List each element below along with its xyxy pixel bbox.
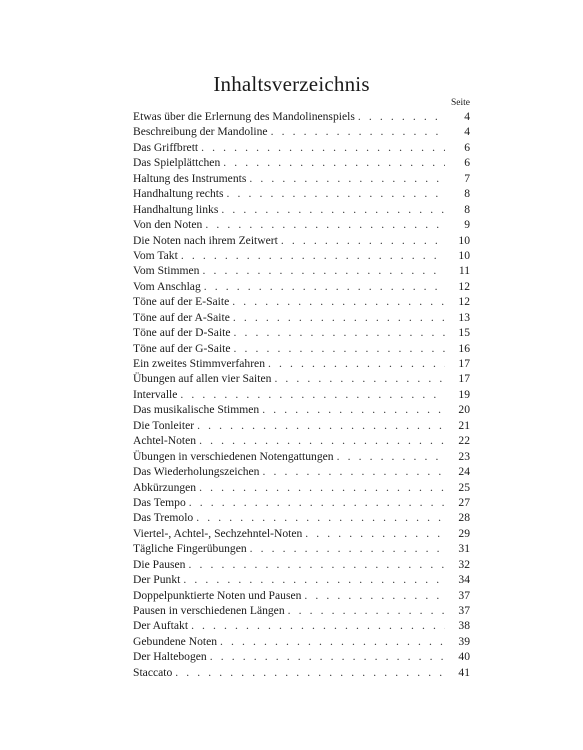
toc-entry-page-number: 24 bbox=[458, 465, 470, 479]
dot-leader bbox=[268, 357, 445, 370]
toc-entry-page-number: 4 bbox=[464, 125, 470, 139]
dot-leader bbox=[183, 573, 445, 586]
toc-entry bbox=[133, 450, 470, 465]
toc-entry-label: Die Tonleiter bbox=[133, 418, 195, 432]
page-title: Inhaltsverzeichnis bbox=[213, 72, 370, 96]
dot-leader bbox=[262, 403, 445, 416]
toc-entry bbox=[133, 249, 470, 264]
toc-entry bbox=[133, 388, 470, 403]
toc-entry-label: Töne auf der A-Saite bbox=[133, 310, 230, 324]
toc-entry-label: Das Griffbrett bbox=[133, 140, 199, 154]
toc-entry-page-number: 21 bbox=[458, 418, 470, 432]
toc-entry-label: Töne auf der E-Saite bbox=[133, 295, 230, 309]
toc-entry-page-number: 28 bbox=[458, 511, 470, 525]
toc-entry-label: Etwas über die Erlernung des Mandolinenspiels bbox=[133, 110, 355, 123]
toc-entry bbox=[133, 156, 470, 171]
toc-entry-label: Tägliche Fingerübungen bbox=[133, 542, 247, 556]
toc-entry bbox=[133, 141, 470, 156]
toc-entry-label: Das Tremolo bbox=[133, 511, 194, 525]
toc-entry bbox=[133, 558, 470, 573]
toc-entry-label: Intervalle bbox=[133, 387, 178, 401]
toc-entry-label: Die Pausen bbox=[133, 557, 186, 571]
toc-entry bbox=[133, 172, 470, 187]
toc-entry-label: Beschreibung der Mandoline bbox=[133, 125, 268, 139]
toc-entry bbox=[133, 403, 470, 418]
dot-leader bbox=[204, 280, 445, 293]
toc-entry-label: Das Wiederholungszeichen bbox=[133, 465, 260, 479]
toc-entry bbox=[133, 635, 470, 650]
toc-entry-page-number: 7 bbox=[464, 171, 470, 185]
dot-leader bbox=[199, 434, 445, 447]
toc-entry-label: Das Spielplättchen bbox=[133, 156, 221, 170]
toc-entry-label: Das Tempo bbox=[133, 495, 186, 509]
toc-entry bbox=[133, 264, 470, 279]
toc-entry bbox=[133, 650, 470, 665]
dot-leader bbox=[305, 527, 445, 540]
toc-entry-page-number: 17 bbox=[458, 357, 470, 370]
dot-leader bbox=[271, 125, 445, 138]
dot-leader bbox=[337, 450, 445, 463]
dot-leader bbox=[262, 465, 445, 478]
toc-entry-label: Der Auftakt bbox=[133, 619, 189, 633]
toc-entry bbox=[133, 481, 470, 496]
toc-entry bbox=[133, 280, 470, 295]
dot-leader bbox=[226, 187, 445, 200]
toc-entry-page-number: 8 bbox=[464, 187, 470, 201]
toc-entry-page-number: 37 bbox=[458, 604, 470, 617]
toc-entry-label: Ein zweites Stimmverfahren bbox=[133, 357, 265, 370]
toc-entry-label: Von den Noten bbox=[133, 218, 203, 232]
toc-entry-label: Vom Anschlag bbox=[133, 279, 201, 293]
toc-entry-page-number: 38 bbox=[458, 619, 470, 633]
toc-entry-label: Abkürzungen bbox=[133, 480, 197, 494]
toc-entry bbox=[133, 589, 470, 604]
toc-entry-page-number: 39 bbox=[458, 634, 470, 648]
toc-entry bbox=[133, 527, 470, 542]
toc-entry-page-number: 22 bbox=[458, 434, 470, 448]
toc-entry-label: Das musikalische Stimmen bbox=[133, 403, 260, 417]
dot-leader bbox=[175, 666, 445, 679]
dot-leader bbox=[234, 342, 445, 355]
toc-entry-label: Der Haltebogen bbox=[133, 650, 207, 664]
toc-entry-page-number: 27 bbox=[458, 495, 470, 509]
toc-entry-page-number: 41 bbox=[458, 665, 470, 679]
toc-entry bbox=[133, 604, 470, 619]
toc-entry bbox=[133, 666, 470, 681]
toc-entry bbox=[133, 234, 470, 249]
page-column-header: Seite bbox=[451, 98, 470, 108]
toc-entry-page-number: 16 bbox=[458, 341, 470, 355]
toc-entry-label: Gebundene Noten bbox=[133, 634, 218, 648]
toc-entry-page-number: 12 bbox=[458, 295, 470, 309]
toc-entry bbox=[133, 326, 470, 341]
toc-entry-page-number: 6 bbox=[464, 140, 470, 154]
toc-entry-page-number: 20 bbox=[458, 403, 470, 417]
toc-entry-label: Die Noten nach ihrem Zeitwert bbox=[133, 233, 278, 247]
toc-entry-label: Achtel-Noten bbox=[133, 434, 197, 448]
dot-leader bbox=[191, 619, 445, 632]
dot-leader bbox=[220, 635, 445, 648]
toc-entry-page-number: 19 bbox=[458, 387, 470, 401]
toc-entry-label: Doppelpunktierte Noten und Pausen bbox=[133, 588, 302, 602]
dot-leader bbox=[274, 372, 445, 385]
toc-entry-page-number: 4 bbox=[464, 110, 470, 123]
toc-entry-label: Übungen auf allen vier Saiten bbox=[133, 372, 272, 386]
toc-entry-label: Übungen in verschiedenen Notengattungen bbox=[133, 449, 334, 463]
toc-entry bbox=[133, 187, 470, 202]
toc-entry-page-number: 10 bbox=[458, 233, 470, 247]
toc-entry bbox=[133, 295, 470, 310]
dot-leader bbox=[189, 496, 445, 509]
toc-entry-label: Der Punkt bbox=[133, 573, 181, 587]
toc-entry-page-number: 25 bbox=[458, 480, 470, 494]
dot-leader bbox=[288, 604, 445, 617]
dot-leader bbox=[210, 650, 445, 663]
toc-entry bbox=[133, 218, 470, 233]
toc-entry-page-number: 13 bbox=[458, 310, 470, 324]
toc-entry bbox=[133, 511, 470, 526]
dot-leader bbox=[304, 589, 445, 602]
toc-entry-page-number: 8 bbox=[464, 202, 470, 216]
dot-leader bbox=[281, 234, 445, 247]
toc-entry-label: Haltung des Instruments bbox=[133, 171, 247, 185]
dot-leader bbox=[221, 203, 445, 216]
toc-entry bbox=[133, 434, 470, 449]
toc-entry-page-number: 17 bbox=[458, 372, 470, 386]
dot-leader bbox=[223, 156, 445, 169]
toc-entry bbox=[133, 110, 470, 125]
toc-entry-page-number: 6 bbox=[464, 156, 470, 170]
toc-entry-label: Vom Stimmen bbox=[133, 264, 200, 278]
toc-entry-page-number: 37 bbox=[458, 588, 470, 602]
toc-entry-label: Töne auf der D-Saite bbox=[133, 326, 231, 340]
toc-entry-page-number: 12 bbox=[458, 279, 470, 293]
toc-entry bbox=[133, 125, 470, 140]
toc-entry-label: Viertel-, Achtel-, Sechzehntel-Noten bbox=[133, 526, 303, 540]
toc-entry bbox=[133, 542, 470, 557]
dot-leader bbox=[358, 110, 445, 123]
toc-entry-page-number: 34 bbox=[458, 573, 470, 587]
toc-entry-label: Vom Takt bbox=[133, 248, 178, 262]
dot-leader bbox=[199, 481, 445, 494]
toc-entry-page-number: 32 bbox=[458, 557, 470, 571]
dot-leader bbox=[249, 172, 445, 185]
dot-leader bbox=[202, 264, 445, 277]
dot-leader bbox=[232, 295, 445, 308]
toc-entry-label: Töne auf der G-Saite bbox=[133, 341, 231, 355]
dot-leader bbox=[188, 558, 445, 571]
toc-entry-page-number: 9 bbox=[464, 218, 470, 232]
toc-entry-label: Handhaltung rechts bbox=[133, 187, 224, 201]
toc-entry-label: Pausen in verschiedenen Längen bbox=[133, 604, 285, 617]
toc-entry-page-number: 10 bbox=[458, 248, 470, 262]
table-of-contents bbox=[133, 110, 470, 681]
dot-leader bbox=[181, 249, 445, 262]
toc-entry bbox=[133, 372, 470, 387]
toc-entry-label: Staccato bbox=[133, 665, 173, 679]
toc-entry bbox=[133, 342, 470, 357]
toc-entry bbox=[133, 573, 470, 588]
toc-entry-page-number: 15 bbox=[458, 326, 470, 340]
toc-entry-page-number: 29 bbox=[458, 526, 470, 540]
toc-entry bbox=[133, 203, 470, 218]
toc-entry bbox=[133, 357, 470, 372]
toc-entry bbox=[133, 465, 470, 480]
dot-leader bbox=[197, 419, 445, 432]
dot-leader bbox=[196, 511, 445, 524]
toc-entry-page-number: 40 bbox=[458, 650, 470, 664]
toc-entry-page-number: 23 bbox=[458, 449, 470, 463]
dot-leader bbox=[233, 311, 445, 324]
toc-entry bbox=[133, 619, 470, 634]
dot-leader bbox=[234, 326, 445, 339]
toc-entry bbox=[133, 311, 470, 326]
dot-leader bbox=[250, 542, 445, 555]
toc-entry bbox=[133, 419, 470, 434]
toc-entry-page-number: 31 bbox=[458, 542, 470, 556]
dot-leader bbox=[205, 218, 445, 231]
dot-leader bbox=[201, 141, 445, 154]
toc-entry bbox=[133, 496, 470, 511]
toc-entry-page-number: 11 bbox=[458, 264, 470, 278]
dot-leader bbox=[180, 388, 445, 401]
toc-entry-label: Handhaltung links bbox=[133, 202, 219, 216]
